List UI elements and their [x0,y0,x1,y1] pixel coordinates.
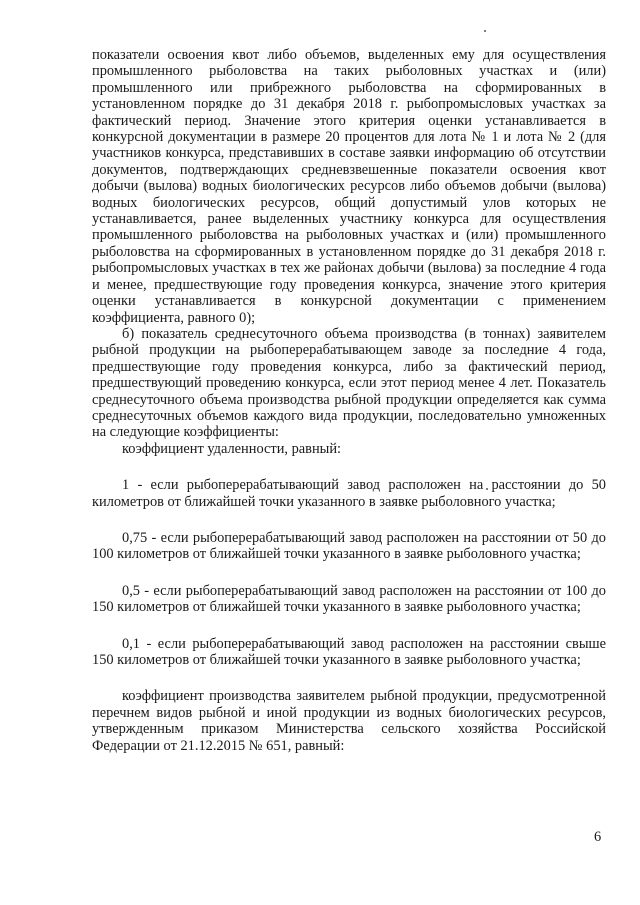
paragraph-distance-coefficient: коэффициент удаленности, равный: [122,440,342,457]
paragraph-continuation: показатели освоения квот либо объемов, выделенных ему для осуществления промышленного рыболовства на таких рыболовных участках и (или) промышленного или прибрежного рыболовства на сформированных в установленном порядке до 31 декабря 2018 г. рыбопромысловых участках за фактический период. Значение этого критерия оценки устанавливается в конкурсной документации в размере 20 процентов для лота № 1 и лота № 2 (для участников конкурса, представивших в составе заявки информацию об отсутствии документов, подтверждающих средневзвешенные показатели освоения квот добычи (вылова) водных биологических ресурсов либо объемов добычи (вылова) водных биологических ресурсов, общий допустимый улов которых не устанавливается, ранее выделенных участнику конкурса для осуществления промышленного рыболовства на рыболовных участках и (или) промышленного рыболовства на сформированных в установленном порядке до 31 декабря 2018 г. рыбопромысловых участках в тех же районах добычи (вылова) за последние 4 года и менее, предшествующие году проведения конкурса, значение этого критерия оценки устанавливается в конкурсной документации с применением коэффициента, равного 0); [92,47,606,326]
paragraph-b: б) показатель среднесуточного объема производства (в тоннах) заявителем рыбной продукции на рыбоперерабатывающем заводе за последние 4 года, предшествующие году проведения конкурса, либо за фактический период, предшествующий проведению конкурса, если этот период менее 4 лет. Показатель среднесуточного объема производства рыбной продукции определяется как сумма среднесуточных объемов каждого вида продукции, последовательно умноженных на следующие коэффициенты: [92,325,606,441]
scan-speck [484,30,486,32]
paragraph-coefficient-05: 0,5 - если рыбоперерабатывающий завод расположен на расстоянии от 100 до 150 километров от ближайшей точки указанного в заявке рыболовного участка; [92,582,606,616]
paragraph-production-coefficient: коэффициент производства заявителем рыбной продукции, предусмотренной перечнем видов рыбной и иной продукции из водных биологических ресурсов, утвержденным приказом Министерства сельского хозяйства Российской Федерации от 21.12.2015 № 651, равный: [92,688,606,754]
page-number: 6 [594,829,602,845]
body-text [92,47,606,754]
paragraph-coefficient-1: 1 - если рыбоперерабатывающий завод расположен на расстоянии до 50 километров от ближайшей точки указанного в заявке рыболовного участка; [92,477,606,510]
paragraph-coefficient-01: 0,1 - если рыбоперерабатывающий завод расположен на расстоянии свыше 150 километров от ближайшей точки указанного в заявке рыболовного участка; [92,635,606,668]
paragraph-coefficient-075: 0,75 - если рыбоперерабатывающий завод расположен на расстоянии от 50 до 100 километров от ближайшей точки указанного в заявке рыболовного участка; [92,529,606,563]
